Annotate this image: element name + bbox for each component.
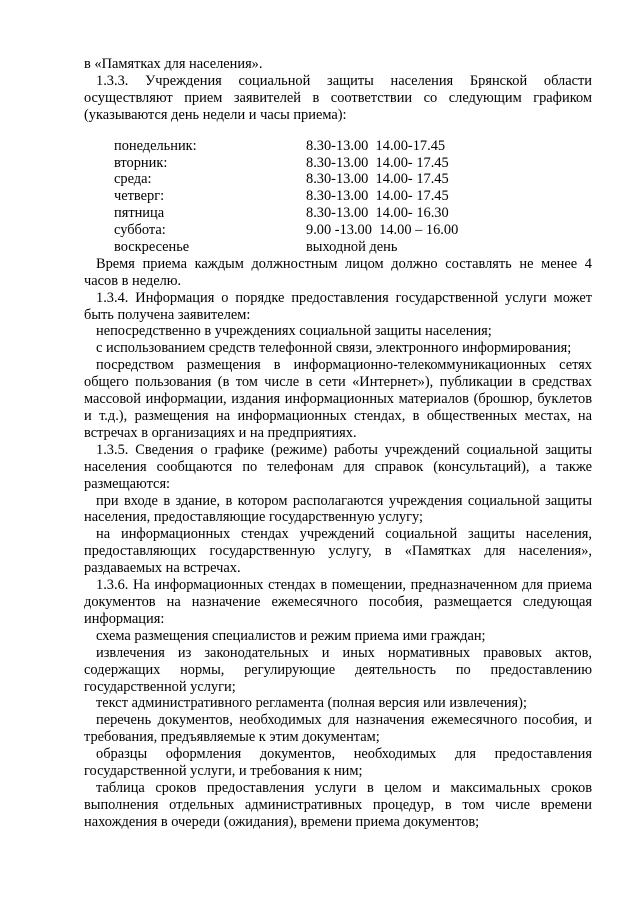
- schedule-row: [114, 155, 592, 172]
- paragraph-1-3-3: 1.3.3. Учреждения социальной защиты населения Брянской области осуществляют прием заявителей в соответствии со следующим графиком (указываются день недели и часы приема):: [84, 72, 592, 123]
- schedule-row: [114, 205, 592, 222]
- schedule-hours: 8.30-13.00 14.00- 17.45: [306, 188, 449, 205]
- list-item: перечень документов, необходимых для назначения ежемесячного пособия, и требования, предъявляемые к этим документам;: [84, 712, 592, 746]
- list-item: с использованием средств телефонной связи, электронного информирования;: [96, 340, 572, 357]
- schedule-row: [114, 188, 592, 205]
- list-item: на информационных стендах учреждений социальной защиты населения, предоставляющих государственную услугу, в «Памятках для населения», раздаваемых на встречах.: [84, 526, 592, 577]
- schedule-hours: 8.30-13.00 14.00- 16.30: [306, 205, 449, 222]
- paragraph-reception-time: Время приема каждым должностным лицом должно составлять не менее 4 часов в неделю.: [84, 255, 592, 289]
- list-item: таблица сроков предоставления услуги в целом и максимальных сроков выполнения отдельных административных процедур, в том числе времени нахождения в очереди (ожидания), времени приема документов;: [84, 779, 592, 830]
- list-item: текст административного регламента (полная версия или извлечения);: [96, 695, 527, 712]
- schedule-row: [114, 171, 592, 188]
- schedule-hours: выходной день: [306, 238, 398, 255]
- list-item: образцы оформления документов, необходимых для предоставления государственной услуги, и требования к ним;: [84, 746, 592, 780]
- schedule-day: вторник:: [114, 154, 168, 171]
- schedule-hours: 8.30-13.00 14.00- 17.45: [306, 154, 449, 171]
- reception-schedule: [114, 138, 592, 256]
- schedule-row: [114, 239, 592, 256]
- list-item: схема размещения специалистов и режим приема ими граждан;: [96, 627, 486, 644]
- schedule-day: среда:: [114, 171, 152, 188]
- schedule-day: четверг:: [114, 188, 165, 205]
- schedule-day: воскресенье: [114, 238, 190, 255]
- paragraph-1-3-4: 1.3.4. Информация о порядке предоставления государственной услуги может быть получена заявителем:: [84, 289, 592, 323]
- schedule-row: [114, 138, 592, 155]
- list-item: извлечения из законодательных и иных нормативных правовых актов, содержащих нормы, регулирующие деятельность по предоставлению государственной услуги;: [84, 644, 592, 695]
- schedule-hours: 9.00 -13.00 14.00 – 16.00: [306, 222, 459, 239]
- schedule-hours: 8.30-13.00 14.00- 17.45: [306, 171, 449, 188]
- list-item: посредством размещения в информационно-телекоммуникационных сетях общего пользования (в том числе в сети «Интернет»), публикации в средствах массовой информации, издания информационных материалов (брошюр, буклетов и т.д.), размещения на информационных стендах, в общественных местах, на встречах в организациях и на предприятиях.: [84, 357, 592, 441]
- list-item: при входе в здание, в котором располагаются учреждения социальной защиты населения, предоставляющие государственную услугу;: [84, 492, 592, 526]
- schedule-day: пятница: [114, 205, 165, 222]
- schedule-day: понедельник:: [114, 137, 197, 154]
- list-item: непосредственно в учреждениях социальной защиты населения;: [96, 323, 492, 340]
- paragraph-1-3-6: 1.3.6. На информационных стендах в помещении, предназначенном для приема документов на назначение ежемесячного пособия, размещается следующая информация:: [84, 577, 592, 627]
- schedule-row: [114, 222, 592, 239]
- paragraph-1-3-5: 1.3.5. Сведения о графике (режиме) работы учреждений социальной защиты населения сообщаются по телефонам для справок (консультаций), а также размещаются:: [84, 441, 592, 492]
- schedule-hours: 8.30-13.00 14.00-17.45: [306, 137, 446, 154]
- schedule-day: суббота:: [114, 222, 166, 239]
- paragraph-memo-ref: в «Памятках для населения».: [84, 56, 263, 72]
